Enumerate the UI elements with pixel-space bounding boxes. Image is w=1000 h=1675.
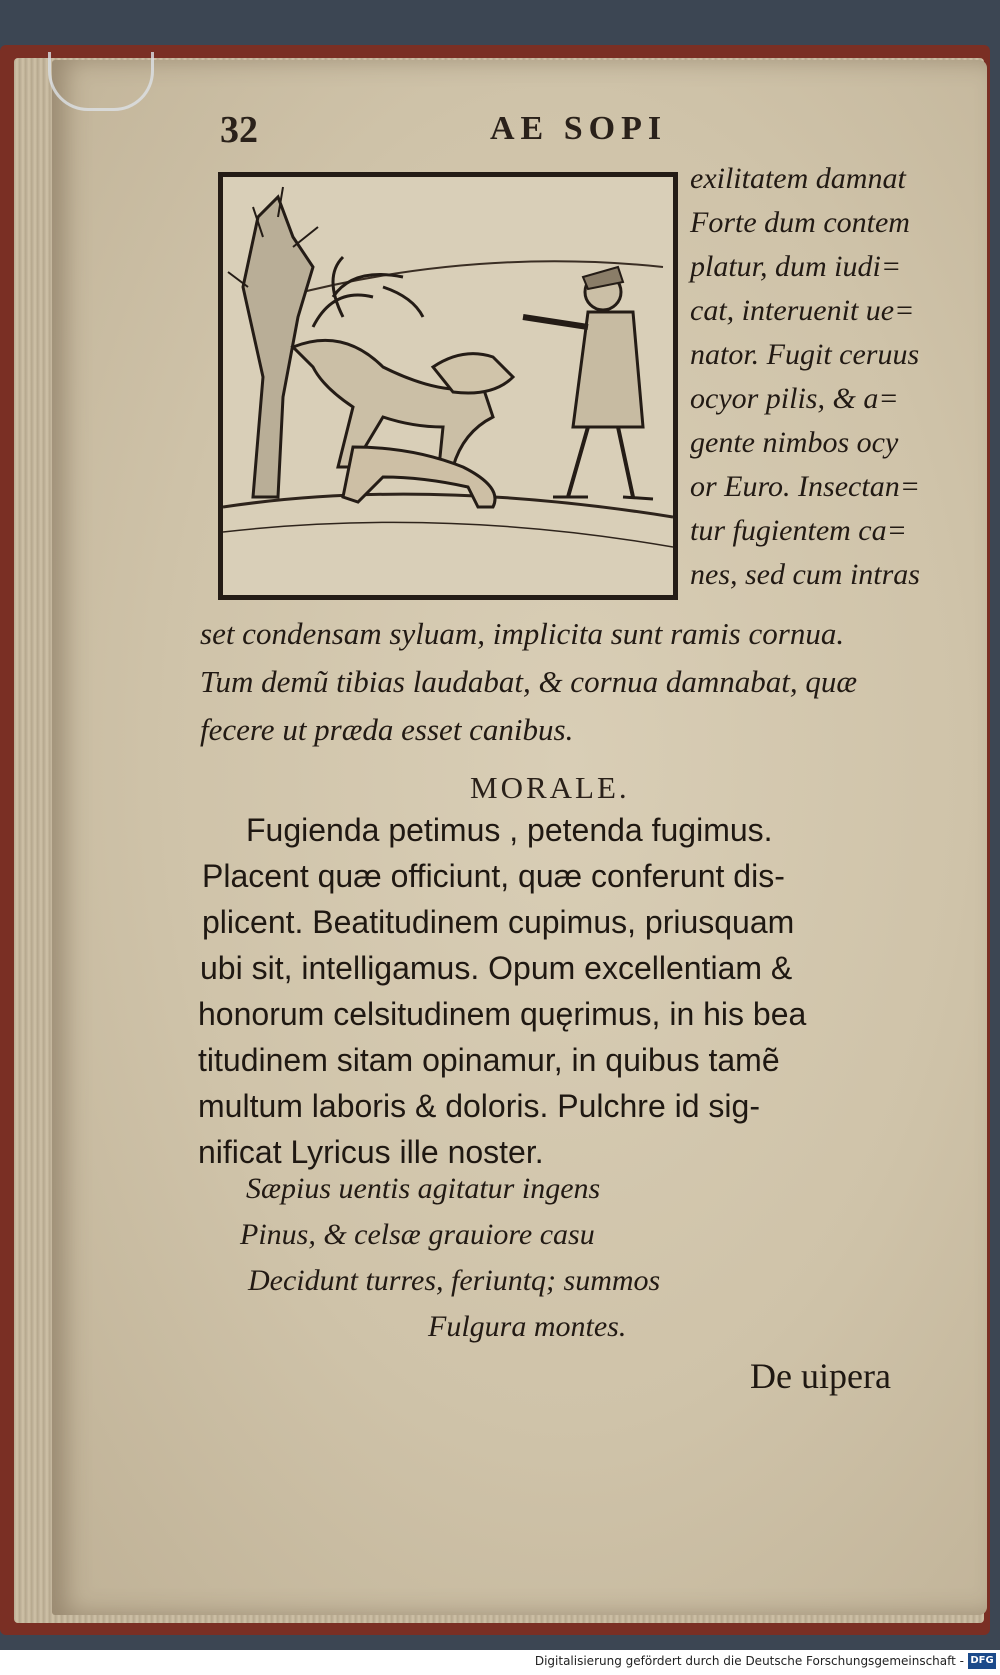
catchword: De uipera (750, 1356, 891, 1396)
moral-line: multum laboris & doloris. Pulchre id sig- (198, 1088, 760, 1124)
funding-credit: Digitalisierung gefördert durch die Deutsche Forschungsgemeinschaft - (534, 1654, 964, 1668)
verse-line: Decidunt turres, feriuntq; summos (248, 1264, 661, 1297)
woodcut-illustration (218, 172, 678, 600)
verse-line: Pinus, & celsæ grauiore casu (240, 1218, 595, 1251)
verse-line: Fulgura montes. (428, 1310, 627, 1343)
page-clip (48, 52, 154, 111)
column-line: ocyor pilis, & a= (690, 382, 899, 415)
running-title: AE SOPI (490, 110, 668, 147)
column-line: gente nimbos ocy (690, 426, 899, 459)
column-line: or Euro. Insectan= (690, 470, 920, 503)
verse-line: Sæpius uentis agitatur ingens (246, 1172, 601, 1205)
moral-line: honorum celsitudinem quęrimus, in his bea (198, 996, 807, 1032)
column-line: Forte dum contem (690, 206, 910, 239)
text-line: set condensam syluam, implicita sunt ramis cornua. (200, 616, 845, 651)
text-line: Tum demũ tibias laudabat, & cornua damnabat, quæ (200, 664, 858, 699)
moral-line: ubi sit, intelligamus. Opum excellentiam & (200, 950, 793, 986)
moral-heading: MORALE. (470, 770, 630, 805)
footer-bar (0, 1650, 1000, 1675)
moral-line: Placent quæ officiunt, quæ conferunt dis- (202, 858, 785, 894)
column-line: nes, sed cum intras (690, 558, 920, 591)
column-line: nator. Fugit ceruus (690, 338, 920, 371)
text-line: fecere ut præda esset canibus. (200, 712, 574, 747)
moral-line: nificat Lyricus ille noster. (198, 1134, 544, 1170)
stag-hunter-hounds-woodcut-icon (223, 177, 673, 595)
column-line: exilitatem damnat (690, 162, 906, 195)
column-line: tur fugientem ca= (690, 514, 907, 547)
moral-line: Fugienda petimus , petenda fugimus. (246, 812, 773, 848)
dfg-logo-badge: DFG (968, 1653, 996, 1669)
page-number: 32 (220, 109, 258, 151)
moral-line: plicent. Beatitudinem cupimus, priusquam (202, 904, 795, 940)
column-line: cat, interuenit ue= (690, 294, 915, 327)
moral-line: titudinem sitam opinamur, in quibus tamẽ (198, 1042, 780, 1078)
column-line: platur, dum iudi= (690, 250, 902, 283)
